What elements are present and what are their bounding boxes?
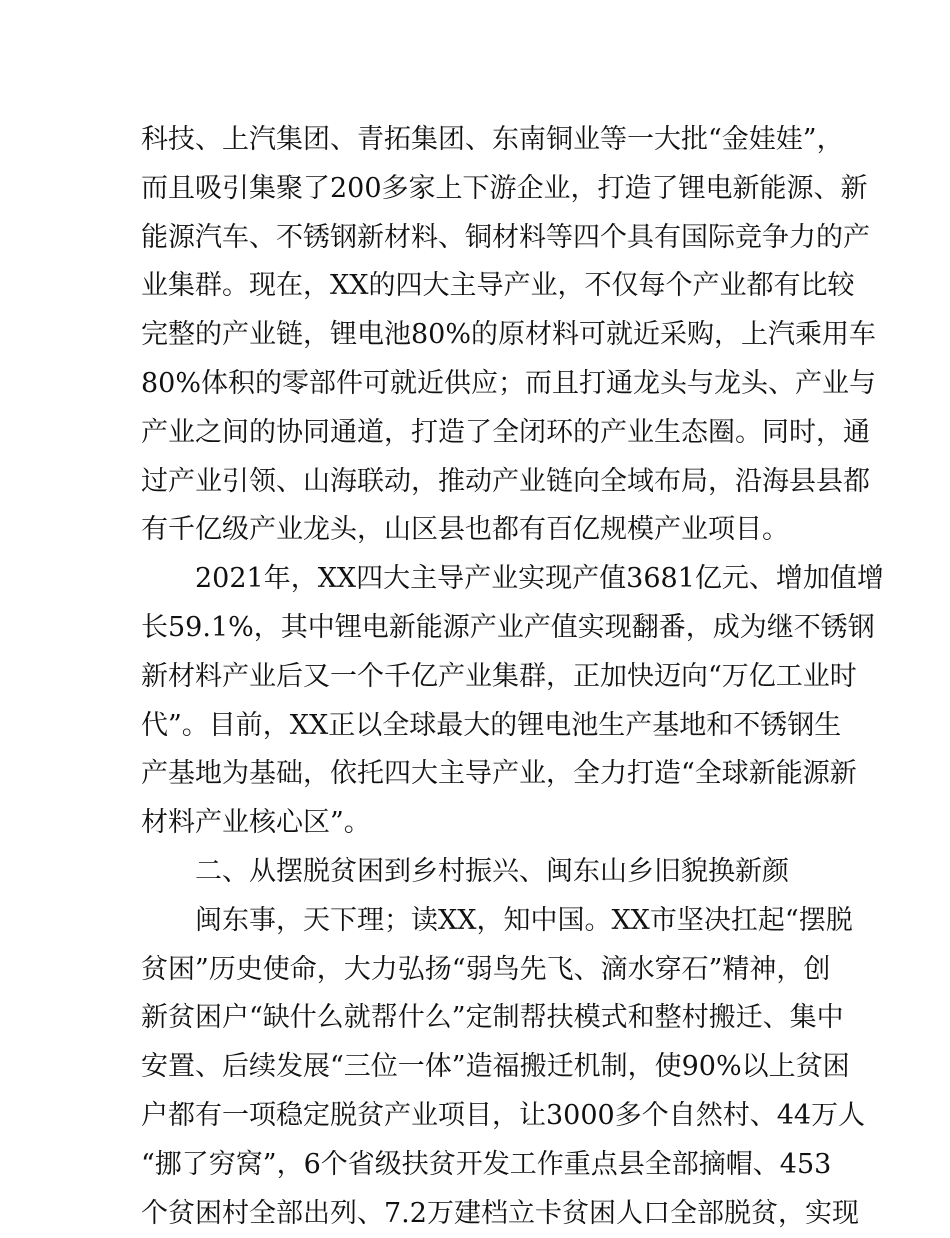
text-line: 贫困”历史使命，大力弘扬“弱鸟先飞、滴水穿石”精神，创 <box>141 953 831 985</box>
text-line: 产业之间的协同通道，打造了全闭环的产业生态圈。同时，通 <box>141 416 870 448</box>
text-line: 代”。目前，XX正以全球最大的锂电池生产基地和不锈钢生 <box>141 709 842 741</box>
text-line: 80%体积的零部件可就近供应；而且打通龙头与龙头、产业与 <box>141 367 877 399</box>
text-line: 而且吸引集聚了200多家上下游企业，打造了锂电新能源、新 <box>141 172 868 204</box>
text-line: 长59.1%，其中锂电新能源产业产值实现翻番，成为继不锈钢 <box>141 611 875 643</box>
text-line: 材料产业核心区”。 <box>141 807 371 839</box>
text-line: 过产业引领、山海联动，推动产业链向全域布局，沿海县县都 <box>141 465 870 497</box>
text-line: 科技、上汽集团、青拓集团、东南铜业等一大批“金娃娃”， <box>141 124 844 155</box>
text-line: “挪了穷窝”，6个省级扶贫开发工作重点县全部摘帽、453 <box>141 1148 832 1180</box>
section-heading: 二、从摆脱贫困到乡村振兴、闽东山乡旧貌换新颜 <box>195 855 789 887</box>
text-line: 有千亿级产业龙头，山区县也都有百亿规模产业项目。 <box>141 514 789 546</box>
text-line: 个贫困村全部出列、7.2万建档立卡贫困人口全部脱贫，实现 <box>141 1197 859 1229</box>
text-line: 安置、后续发展“三位一体”造福搬迁机制，使90%以上贫困 <box>141 1051 850 1083</box>
text-line: 新材料产业后又一个千亿产业集群，正加快迈向“万亿工业时 <box>141 660 857 692</box>
text-line: 户都有一项稳定脱贫产业项目，让3000多个自然村、44万人 <box>141 1099 866 1131</box>
text-line: 完整的产业链，锂电池80%的原材料可就近采购，上汽乘用车 <box>141 319 877 351</box>
text-line: 能源汽车、不锈钢新材料、铜材料等四个具有国际竞争力的产 <box>141 221 870 253</box>
paragraph-start-line: 2021年，XX四大主导产业实现产值3681亿元、增加值增 <box>195 563 884 595</box>
document-body <box>141 116 884 1238</box>
text-line: 业集群。现在，XX的四大主导产业，不仅每个产业都有比较 <box>141 270 855 302</box>
text-line: 产基地为基础，依托四大主导产业，全力打造“全球新能源新 <box>141 758 857 790</box>
text-line: 新贫困户“缺什么就帮什么”定制帮扶模式和整村搬迁、集中 <box>141 1002 844 1034</box>
paragraph-start-line: 闽东事，天下理；读XX，知中国。XX市坚决扛起“摆脱 <box>195 904 853 936</box>
